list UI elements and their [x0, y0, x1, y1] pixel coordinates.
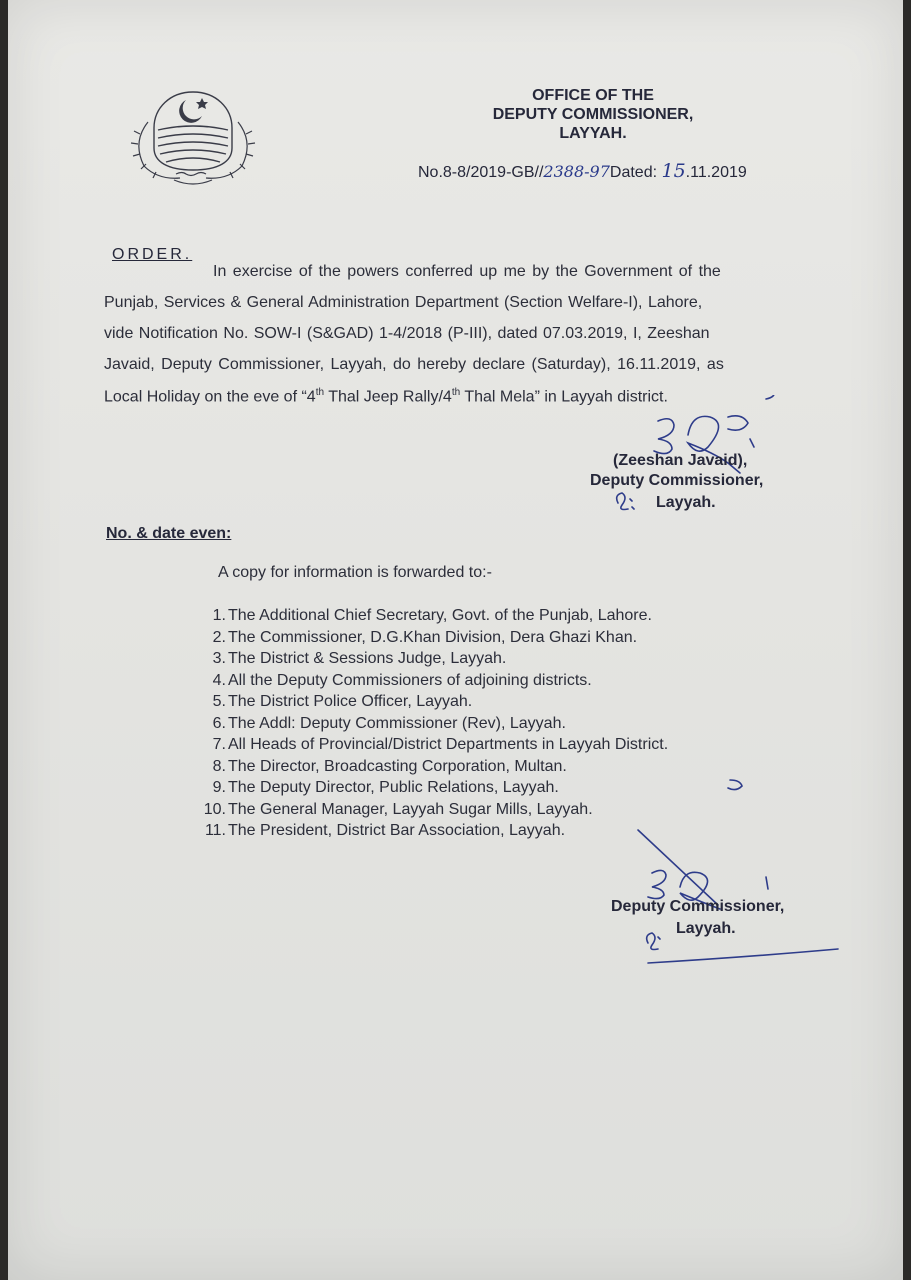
date-rest: .11.2019 [685, 164, 747, 181]
recipient-item [198, 713, 668, 735]
recipient-item [198, 734, 668, 756]
reference-prefix: No.8-8/2019-GB// [418, 164, 544, 181]
header-line-2: DEPUTY COMMISSIONER, [492, 106, 694, 123]
reference-line [418, 160, 747, 182]
recipient-item [198, 820, 668, 842]
recipient-list [198, 605, 668, 842]
signatory-2-designation: Deputy Commissioner, [611, 898, 785, 915]
handwritten-reference-number: 2388-97 [543, 162, 610, 181]
office-header [478, 86, 708, 143]
signature-2-icon [608, 775, 848, 970]
recipient-text: The District Police Officer, Layyah. [228, 693, 473, 710]
punjab-emblem-icon [118, 82, 268, 192]
recipient-number: 9. [212, 779, 226, 796]
order-line-1: In exercise of the powers conferred up me by the Government of the [213, 263, 721, 280]
recipient-text: The Additional Chief Secretary, Govt. of the Punjab, Lahore. [228, 607, 652, 624]
endorsement-title: No. & date even: [106, 525, 232, 542]
recipient-item [198, 691, 668, 713]
recipient-item [198, 627, 668, 649]
order-line-2: Punjab, Services & General Administration Department (Section Welfare-I), Lahore, [104, 294, 703, 311]
order-line-3: vide Notification No. SOW-I (S&GAD) 1-4/2018 (P-III), dated 07.03.2019, I, Zeeshan [104, 325, 710, 342]
recipient-text: All the Deputy Commissioners of adjoining districts. [228, 671, 592, 689]
recipient-text: The Commissioner, D.G.Khan Division, Dera Ghazi Khan. [228, 628, 638, 646]
order-title: ORDER. [112, 246, 193, 263]
signatory-name: (Zeeshan Javaid), [613, 452, 748, 469]
header-line-3: LAYYAH. [559, 125, 627, 142]
signatory-designation: Deputy Commissioner, [590, 472, 764, 489]
dated-label: Dated: [609, 164, 658, 181]
recipient-text: The Addl: Deputy Commissioner (Rev), Layyah. [228, 714, 566, 732]
recipient-number: 5. [212, 693, 226, 710]
handwritten-day: 15 [661, 160, 686, 182]
recipient-text: The General Manager, Layyah Sugar Mills, Layyah. [228, 800, 593, 818]
recipient-number: 3. [212, 650, 226, 667]
recipient-item [198, 777, 668, 799]
order-line-5: Local Holiday on the eve of “4th Thal Jeep Rally/4th Thal Mela” in Layyah district. [104, 387, 668, 406]
recipient-text: The Director, Broadcasting Corporation, Multan. [228, 757, 567, 775]
document-page [8, 0, 903, 1280]
order-line-4: Javaid, Deputy Commissioner, Layyah, do hereby declare (Saturday), 16.11.2019, as [104, 356, 724, 373]
recipient-number: 7. [212, 736, 226, 753]
recipient-text: All Heads of Provincial/District Departments in Layyah District. [228, 736, 669, 753]
recipient-number: 11. [204, 822, 226, 839]
recipient-item [198, 756, 668, 778]
recipient-number: 1. [212, 607, 226, 624]
recipient-number: 4. [212, 671, 226, 689]
recipient-number: 6. [212, 714, 226, 732]
signatory-2-place: Layyah. [676, 920, 736, 937]
recipient-item [198, 670, 668, 692]
recipient-number: 2. [212, 628, 226, 646]
recipient-item [198, 799, 668, 821]
endorsement-intro: A copy for information is forwarded to:- [218, 564, 492, 581]
header-line-1: OFFICE OF THE [532, 87, 654, 104]
signatory-place: Layyah. [656, 494, 716, 511]
recipient-text: The District & Sessions Judge, Layyah. [228, 650, 507, 667]
recipient-number: 10. [203, 800, 226, 818]
recipient-item [198, 648, 668, 670]
recipient-text: The President, District Bar Association, Layyah. [228, 822, 566, 839]
recipient-item [198, 605, 668, 627]
recipient-number: 8. [212, 757, 226, 775]
recipient-text: The Deputy Director, Public Relations, Layyah. [228, 779, 559, 796]
